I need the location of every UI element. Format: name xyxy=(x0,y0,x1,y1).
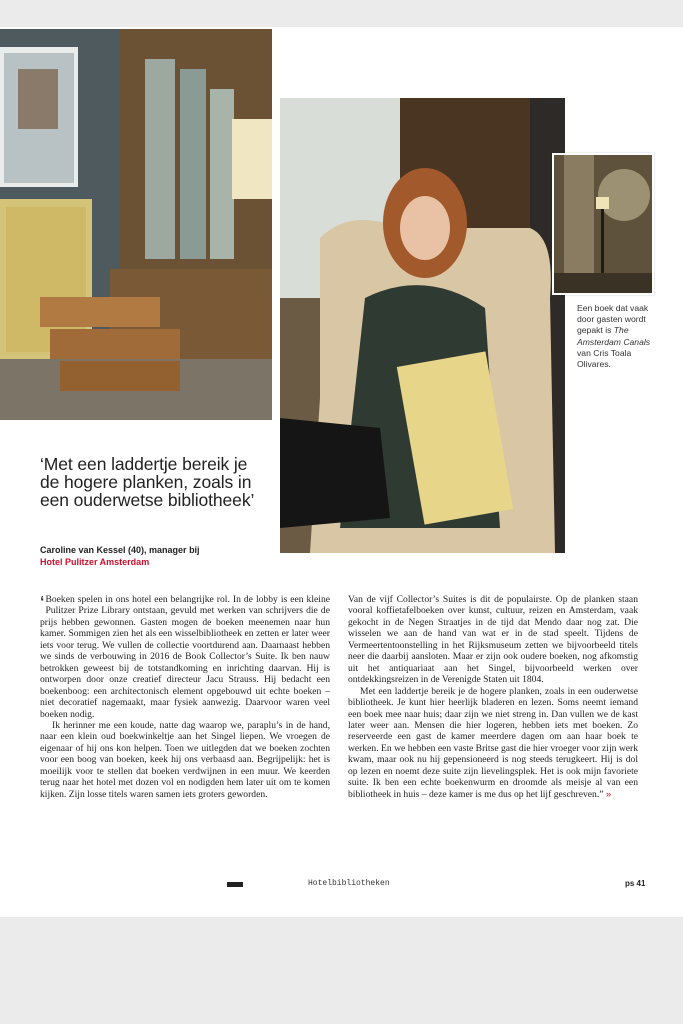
page-number: ps 41 xyxy=(625,879,646,888)
caption-author: van Cris Toala Olivares. xyxy=(577,347,632,370)
paragraph xyxy=(348,686,638,801)
photo-caption xyxy=(577,303,657,370)
portrait-photo xyxy=(280,98,565,553)
caption-book-title: The Amsterdam Canals xyxy=(577,325,651,347)
paragraph: Van de vijf Collector’s Suites is dit de populairste. Op de planken staan vooral koffietafelboeken over kunst, cultuur, reizen en Amsterdam, vaak gekocht in de Negen Straatjes in de tijd dat Mendo daar nog zat. Die wisselen we aan de hand van wat er in de stad speelt. Tijdens de Vermeertentoonstelling in het Rijksmuseum zetten we bijvoorbeeld titels neer die daarbij aansloten. Maar er zijn ook oudere boeken, nog afkomstig uit het antiquariaat aan het Singel, bijvoorbeeld werken over ontdekkingsreizen in de Verenigde Staten uit 1804. xyxy=(348,594,638,686)
paragraph xyxy=(40,594,330,720)
body-column-2 xyxy=(348,594,638,800)
body-column-1 xyxy=(40,594,330,800)
byline-name: Caroline van Kessel (40), manager bij xyxy=(40,545,200,555)
footer-logo-mark xyxy=(227,882,243,887)
drop-quote-mark: ‘ xyxy=(40,593,45,615)
lobby-illustration xyxy=(0,29,272,420)
paragraph-text: Met een laddertje bereik je de hogere planken, zoals in een ouderwetse bibliotheek. Je kunt hier heerlijk bladeren en lezen. Soms neemt iemand een boek mee naar huis; daar zijn we niet streng in. Dan vullen we de kast later weer aan. Mensen die hier logeren, hebben iets met boeken. Zo reserveerde een gast de kamer meerdere dagen om aan haar boek te werken. En we hebben een vaste Britse gast die hier vroeger voor zijn werk kwam, maar ook nu hij gepensioneerd is nog steeds terugkeert. Hij is dol op lezen en noemt deze suite zijn lievelingsplek. Het is ook mijn favoriete suite. Ik ben een echte boekenwurm en droomde als meisje al van een bibliotheek in huis – deze kamer is me dus op het lijf geschreven.” xyxy=(348,685,638,800)
caption-text: Een boek dat vaak door gasten wordt gepakt is xyxy=(577,303,649,336)
paragraph-text: Boeken spelen in ons hotel een belangrijke rol. In de lobby is een kleine Pulitzer Prize Library ontstaan, gevuld met werken van schrijvers die de prijs hebben gewonnen. Gasten mogen de boeken meenemen naar hun kamer. Sommigen zien het als een wisselbibliotheek en zetten er later weer iets voor terug. We vullen de collectie voortdurend aan. Daarnaast hebben we sinds de verbouwing in 2016 de Book Collector’s Suite. Ik ben nauw betrokken geweest bij de totstandkoming en inrichting daarvan. Hij is ontworpen door onze creatief directeur Jacu Strauss. Hij bedacht een boekenboog: een architectonisch element opgebouwd uit echte boeken – niet decoratief nagemaakt, maar fysiek aanwezig. Daarvoor waren veel boeken nodig. xyxy=(40,594,330,720)
lobby-photo xyxy=(0,29,272,420)
book-cover-photo xyxy=(552,153,654,295)
book-cover-illustration xyxy=(554,155,652,293)
magazine-page xyxy=(0,27,683,917)
footer-section-title: Hotelbibliotheken xyxy=(308,879,390,888)
pull-quote: ‘Met een laddertje bereik je de hogere planken, zoals in een ouderwetse bibliotheek’ xyxy=(40,454,255,511)
byline-hotel: Hotel Pulitzer Amsterdam xyxy=(40,557,150,567)
byline xyxy=(40,544,270,568)
portrait-illustration xyxy=(280,98,565,553)
continue-mark: » xyxy=(605,788,612,800)
paragraph: Ik herinner me een koude, natte dag waarop we, paraplu’s in de hand, naar een klein oud boekwinkeltje aan het Singel liepen. We vroegen de eigenaar of hij ons kon helpen. Toen we uitlegden dat we boeken zochten voor een boog van boeken, keek hij ons verbaasd aan. Begrijpelijk: het is moeilijk voor te stellen dat boeken verdwijnen in een muur. We keerden terug naar het hotel met dozen vol en nodigden hem later uit om te komen kijken. Zijn losse titels waren samen iets groters geworden. xyxy=(40,719,330,800)
